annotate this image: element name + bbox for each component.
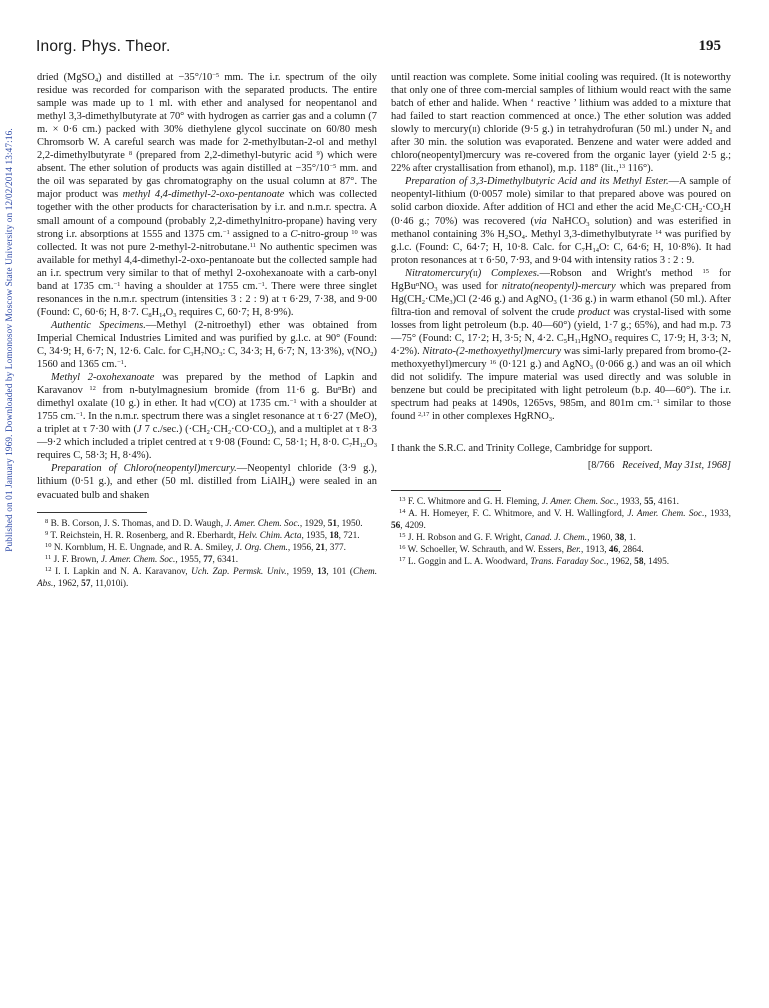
reference-item: $^{15}$ J. H. Robson and G. F. Wright, Canad. J. Chem., 1960, 38, 1.: [399, 532, 636, 544]
reference-item: $^{12}$ I. I. Lapkin and N. A. Karavanov, Uch. Zap. Permsk. Univ., 1959, 13, 101 (Chem. Abs., 1962, 57, 11,010i).: [37, 565, 378, 589]
acknowledgement: I thank the S.R.C. and Trinity College, Cambridge for support.: [391, 443, 653, 455]
paragraph: until reaction was complete. Some initial cooling was required. (It is noteworthy that only one of three com-mercial samples of lithium would react with the same batch of ether and halide. When ‘ reactive ’ lithium was added to a mixture that had failed to start reaction commenced at once.) The ether solution was added slowly to mercury(ii) chloride (9·5 g.) in tetrahydrofuran (50 ml.) under $N_2$ and after 30 min. the solution was evaporated. Benzene and water were added and chloro(neopentyl)mercury was re-covered from the organic layer (yield 2·5 g.; 22% after crystallisation from ethanol), m.p. 118° (lit.,$^{13}$ 116°).: [391, 72, 731, 175]
reference-item: $^{13}$ F. C. Whitmore and G. H. Fleming, J. Amer. Chem. Soc., 1933, 55, 4161.: [399, 496, 679, 508]
footnote-rule: [391, 490, 501, 491]
reference-item: $^9$ T. Reichstein, H. R. Rosenberg, and R. Eberhardt, Helv. Chim. Acta, 1935, 18, 721.: [45, 529, 360, 541]
references: [37, 519, 377, 591]
page-number: 195: [698, 38, 721, 54]
footnote-rule: [37, 512, 147, 513]
references: [391, 497, 731, 569]
received-line: [391, 459, 731, 472]
reference-item: $^{17}$ L. Goggin and L. A. Woodward, Trans. Faraday Soc., 1962, 58, 1495.: [399, 556, 670, 568]
right-column: [391, 71, 731, 569]
received-date: Received, May 31st, 1968]: [622, 460, 731, 472]
reference-item: $^8$ B. B. Corson, J. S. Thomas, and D. D. Waugh, J. Amer. Chem. Soc., 1929, 51, 1950.: [45, 517, 363, 529]
publication-sidebar: [2, 30, 18, 650]
left-column: [37, 71, 377, 591]
reference-item: $^{14}$ A. H. Homeyer, F. C. Whitmore, and V. H. Wallingford, J. Amer. Chem. Soc., 1933, 56, 4209.: [391, 508, 731, 532]
manuscript-code: [8/766: [587, 460, 615, 472]
paragraph: Preparation of Chloro(neopentyl)mercury.—Neopentyl chloride (3·9 g.), lithium (0·51 g.), and ether (50 ml. distilled from LiAlH$_4$) were sealed in an evacuated bulb and shaken: [37, 463, 377, 501]
publication-sidebar-text: Published on 01 January 1969. Downloaded by Lomonosov Moscow State University on 12/02/2014 13:47:16.: [5, 128, 15, 552]
paragraph: Nitratomercury(ii) Complexes.—Robson and Wright's method $^{15}$ for $HgBu^nNO_3$ was used for nitrato(neopentyl)-mercury which was prepared from $Hg(CH_2\cdot CMe_3)Cl$ (2·46 g.) and AgNO$_3$ (1·36 g.) in warm ethanol (50 ml.). After filtra-tion and removal of solvent the crude product was crystal-lised with some losses from light petroleum (b.p. 40—60°) (yield, 1·7 g.; 65%), and had m.p. 73—75° (Found: C, 17·2; H, 3·5; N, 4·2. $C_5H_{11}HgNO_3$ requires C, 17·9; H, 3·3; N, 4·2%). Nitrato-(2-methoxyethyl)mercury was simi-larly prepared from bromo-(2-methoxyethyl)mercury $^{16}$ (0·121 g.) and AgNO$_3$ (0·066 g.) and was an oil which did not solidify. The impure material was used directly and was soluble in benzene but could be precipitated with light petroleum (b.p. 40—60°). The i.r. spectrum had peaks at 1490s, 1265vs, 985m, and 801m cm.$^{-1}$ similar to those found $^{2,17}$ in other complexes HgRNO$_3$.: [391, 267, 732, 424]
reference-item: $^{11}$ J. F. Brown, J. Amer. Chem. Soc., 1955, 77, 6341.: [45, 553, 239, 565]
journal-title: Inorg. Phys. Theor.: [36, 38, 171, 55]
paragraph: dried (MgSO$_4$) and distilled at $-35^\circ/10^{-5}$ mm. The i.r. spectrum of the oily residue was recorded for comparison with the separated products. The entire sample was made up to 1 ml. with ether and analysed for neopentanol and methyl 3,3-dimethylbutyrate at 70° with hydrogen as carrier gas and a column (7 m. × 0·6 cm.) packed with 30% diethylene glycol succinate on 60/80 mesh Chromsorb W. A careful search was made for 2-methylbutan-2-ol and methyl 2,2-dimethylbutyrate $^8$ (prepared from 2,2-dimethyl-butyric acid $^9$) which were absent. The ether solution of products was again distilled at $-35^\circ/10^{-5}$ mm. and the oil was separated by gas chromatography on the usual column at 87°. The major product was methyl 4,4-dimethyl-2-oxo-pentanoate which was collected together with the other products for characterisation by i.r. and n.m.r. spectra. A small amount of a compound (probably 2,2-dimethylnitro-propane) having very strong i.r. absorptions at 1555 and 1375 cm.$^{-1}$ assigned to a C-nitro-group $^{10}$ was collected. It was not pure 2-methyl-2-nitrobutane.$^{11}$ No authentic specimen was available for methyl 4,4-dimethyl-2-oxo-pentanoate but the collected sample had an i.r. spectrum very similar to that of methyl 2-oxohexanoate with a carb-onyl band at 1735 cm.$^{-1}$ having a shoulder at 1755 cm.$^{-1}$. There were three singlet resonances in the n.m.r. spectrum (intensities 3 : 2 : 9) at τ 6·29, 7·38, and 9·00 (Found: C, 60·6; H, 8·7. $C_8H_{14}O_3$ requires C, 60·7; H, 8·9%).: [37, 72, 378, 319]
running-head: [36, 38, 721, 60]
paragraph: Methyl 2-oxohexanoate was prepared by the method of Lapkin and Karavanov $^{12}$ from n-butylmagnesium bromide (from 11·6 g. Bu$^n$Br) and dimethyl oxalate (10 g.) in ether. It had ν(CO) at 1735 cm.$^{-1}$ with a shoulder at 1755 cm.$^{-1}$. In the n.m.r. spectrum there was a singlet resonance at τ 6·27 (MeO), a triplet at τ 7·30 with (J 7 c./sec.) $(\cdot CH_2\cdot CH_2\cdot CO\cdot CO_2)$, and a multiplet at τ 8·3—9·2 which included a triplet centred at τ 9·08 (Found: C, 58·1; H, 8·0. $C_7H_{12}O_3$ requires C, 58·3; H, 8·4%).: [37, 372, 377, 462]
reference-item: $^{16}$ W. Schoeller, W. Schrauth, and W. Essers, Ber., 1913, 46, 2864.: [399, 544, 644, 556]
paragraph: Authentic Specimens.—Methyl (2-nitroethyl) ether was obtained from Imperial Chemical Industries Limited and was purified by g.l.c. at 90° (Found: C, 34·9; H, 6·7; N, 12·6. Calc. for $C_3H_7NO_3$: C, 34·3; H, 6·7; N, 13·3%), $\nu(NO_2)$ 1560 and 1365 cm.$^{-1}$.: [37, 319, 377, 371]
paragraph: Preparation of 3,3-Dimethylbutyric Acid and its Methyl Ester.—A sample of neopentyl-lithium (0·0057 mole) similar to that prepared above was poured on solid carbon dioxide. After addition of HCl and ether the acid $Me_3C\cdot CH_2\cdot CO_2H$ (0·46 g.; 70%) was recovered (via NaHCO$_3$ solution) and was esterified in methanol containing 3% $H_2SO_4$. Methyl 3,3-dimethylbutyrate $^{14}$ was purified by g.l.c. (Found: C, 64·7; H, 10·8. Calc. for $C_7H_{14}O$: C, 64·6; H, 10·8%). It had proton resonances at τ 6·50, 7·93, and 9·04 with intensity ratios 3 : 2 : 9.: [391, 176, 731, 266]
reference-item: $^{10}$ N. Kornblum, H. E. Ungnade, and R. A. Smiley, J. Org. Chem., 1956, 21, 377.: [45, 541, 346, 553]
